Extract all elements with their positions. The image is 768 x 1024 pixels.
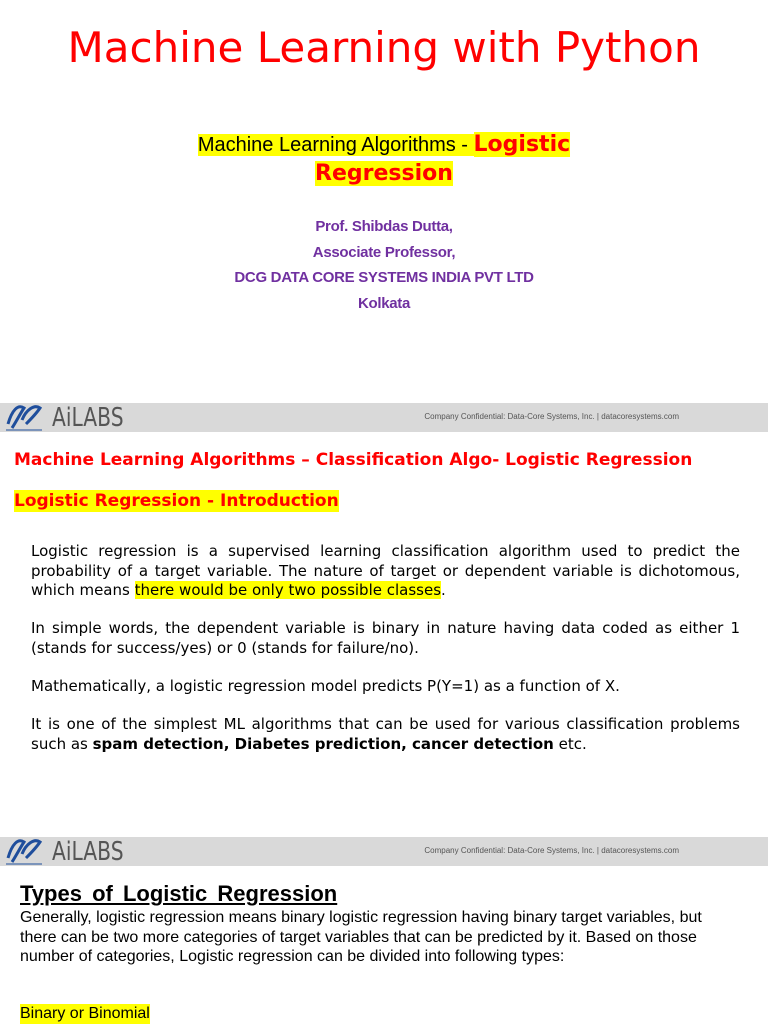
slide3-banner: [0, 837, 768, 866]
p1-highlight: there would be only two possible classes: [134, 581, 442, 599]
paragraph-4: [31, 715, 740, 754]
paragraph-2: [31, 619, 740, 658]
p3-text: Mathematically, a logistic regression model predicts P(Y=1) as a function of X.: [31, 677, 620, 695]
p4-end: etc.: [553, 734, 587, 753]
p2-text: In simple words, the dependent variable is binary in nature having data coded as either 1 (stands for success/yes) or 0 (stands for failure/no).: [31, 619, 740, 657]
p1-end: .: [441, 581, 446, 599]
ailabs-logo-text: AiLABS: [52, 837, 124, 867]
slide2-title: Machine Learning Algorithms – Classification Algo- Logistic Regression: [14, 450, 693, 470]
confidential-notice: Company Confidential: Data-Core Systems, Inc. | datacoresystems.com: [424, 846, 679, 855]
author-role: Associate Professor,: [312, 243, 456, 261]
paragraph-1: [31, 542, 740, 601]
slide1-subtitle: [160, 130, 608, 188]
ailabs-logo-text: AiLABS: [52, 403, 124, 433]
slide1-title: Machine Learning with Python: [67, 23, 701, 72]
data-core-logo-icon: [4, 400, 44, 434]
subtitle-highlight-2: Regression: [315, 161, 453, 186]
author-org: DCG DATA CORE SYSTEMS INDIA PVT LTD: [234, 269, 534, 287]
slide2-banner: [0, 403, 768, 432]
subtitle-plain: Machine Learning Algorithms -: [197, 134, 474, 156]
type-item-binary: Binary or Binomial: [20, 1005, 150, 1022]
author-name: Prof. Shibdas Dutta,: [315, 218, 453, 235]
p4-bold: spam detection, Diabetes prediction, cancer detection: [92, 734, 554, 753]
paragraph-3: [31, 677, 740, 697]
slide3-body: Generally, logistic regression means binary logistic regression having binary target variables, but there can be two more categories of target variables that can be predicted by it. Based on those number of categories, Logistic regression can be divided into following types:: [20, 909, 702, 965]
subtitle-highlight-1: Logistic: [473, 132, 571, 157]
author-city: Kolkata: [357, 294, 411, 312]
slide2-subtitle: Logistic Regression - Introduction: [14, 491, 339, 511]
confidential-notice: Company Confidential: Data-Core Systems, Inc. | datacoresystems.com: [424, 412, 679, 421]
slide3-title: Types of Logistic Regression: [20, 881, 338, 906]
p4-text: It is one of the simplest ML algorithms that can be used for various classification problems such as: [31, 715, 740, 753]
data-core-logo-icon: [4, 834, 44, 868]
p1-text: Logistic regression is a supervised learning classification algorithm used to predict the probability of a target variable. The nature of target or dependent variable is dichotomous, which means: [31, 542, 740, 599]
author-block: [0, 214, 768, 316]
